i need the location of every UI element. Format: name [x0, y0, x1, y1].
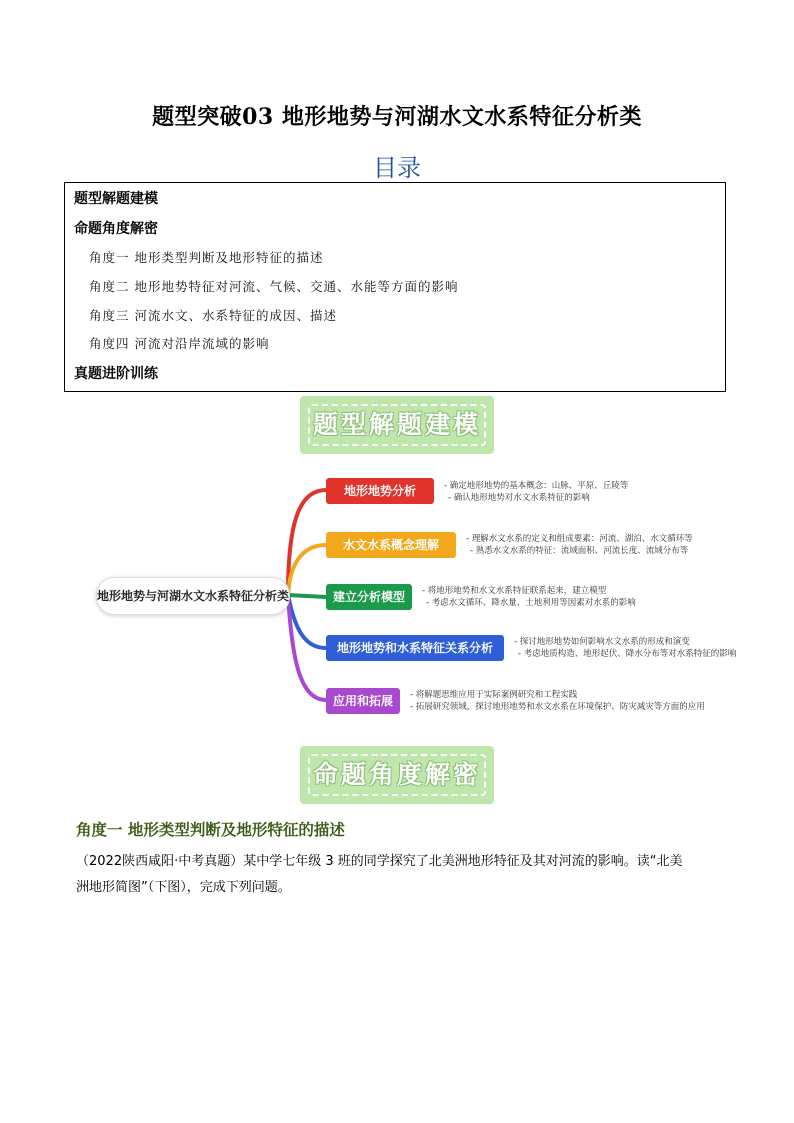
toc-heading: 目录: [373, 154, 421, 182]
mindmap-note: - 确认地形地势对水文水系特征的影响: [448, 493, 590, 503]
toc-item-decode[interactable]: 命题角度解密: [74, 221, 158, 237]
toc-item-angle-4[interactable]: 角度四 河流对沿岸流域的影响: [89, 336, 270, 351]
mindmap-node-hydrology: 水文水系概念理解: [326, 532, 456, 558]
mindmap-note: - 确定地形地势的基本概念：山脉、平原、丘陵等: [444, 481, 629, 491]
connector-1: [288, 490, 326, 595]
section-heading-angle-1: 角度一 地形类型判断及地形特征的描述: [76, 820, 345, 839]
toc-item-angle-1[interactable]: 角度一 地形类型判断及地形特征的描述: [89, 250, 324, 265]
mindmap-root: 地形地势与河湖水文水系特征分析类: [96, 577, 290, 615]
toc-item-angle-2[interactable]: 角度二 地形地势特征对河流、气候、交通、水能等方面的影响: [89, 279, 459, 294]
banner-decode-text: 命题角度解密: [312, 760, 481, 789]
question-text-line: （2022陕西咸阳·中考真题）某中学七年级 3 班的同学探究了北美洲地形特征及其对河流的影响。读“北美: [76, 854, 683, 869]
question-text-line: 洲地形简图”（下图），完成下列问题。: [76, 880, 291, 895]
mindmap-note: - 将解题思维应用于实际案例研究和工程实践: [410, 690, 578, 700]
toc-item-practice[interactable]: 真题进阶训练: [74, 366, 158, 382]
connector-3: [288, 595, 326, 597]
banner-decode: [300, 746, 494, 804]
mindmap-note: - 熟悉水文水系的特征：流域面积、河流长度、流域分布等: [470, 546, 689, 556]
connector-2: [288, 545, 326, 595]
mindmap-note: - 将地形地势和水文水系特征联系起来，建立模型: [422, 586, 607, 596]
mindmap-note: - 理解水文水系的定义和组成要素：河流、湖泊、水文循环等: [466, 534, 693, 544]
mindmap-node-terrain: 地形地势分析: [326, 478, 434, 504]
toc-item-angle-3[interactable]: 角度三 河流水文、水系特征的成因、描述: [89, 308, 337, 323]
banner-modeling-text: 题型解题建模: [312, 410, 481, 439]
mindmap-node-application: 应用和拓展: [326, 688, 400, 714]
mindmap-note: - 考虑水文循环、降水量、土地利用等因素对水系的影响: [426, 598, 636, 608]
mindmap-node-model: 建立分析模型: [326, 584, 412, 610]
mindmap-note: - 拓展研究领域，探讨地形地势和水文水系在环境保护、防灾减灾等方面的应用: [410, 702, 705, 712]
mindmap-note: - 探讨地形地势如何影响水文水系的形成和演变: [514, 637, 690, 647]
page-title: 题型突破03 地形地势与河湖水文水系特征分析类: [152, 104, 642, 130]
toc-item-modeling[interactable]: 题型解题建模: [74, 191, 158, 207]
mindmap-note: - 考虑地质构造、地形起伏、降水分布等对水系特征的影响: [518, 649, 737, 659]
mindmap-node-relation: 地形地势和水系特征关系分析: [326, 635, 504, 661]
